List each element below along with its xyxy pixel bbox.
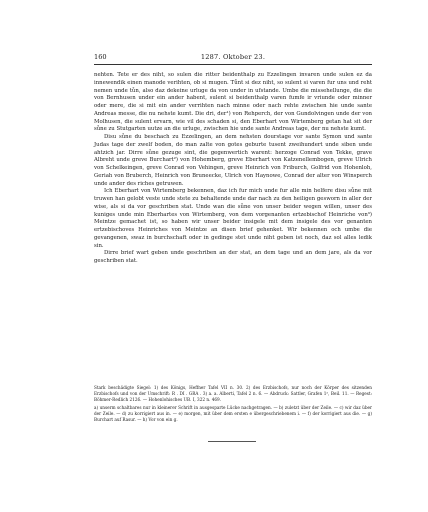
running-title: 1287. Oktober 23. xyxy=(200,53,266,61)
seal-note: Stark beschädigte Siegel: 1) des Königs, Heffner Tafel VII n. 30. 2) des Erzbischofs, nur noch der Körper des sitzenden Erzbischofs und von der Umschrift: R . DI . GRA . 3) a. a. Alberti, Tafel 2 n. 6. — Abdruck: Sattler, Grafen 1², Beil. 11. — Regest: Böhmer-Redlich 2126. — Hohenlohisches UB. I, 322 n. 469. xyxy=(94,385,372,403)
page-header xyxy=(94,52,372,62)
footnotes xyxy=(94,385,372,424)
page-number: 160 xyxy=(94,53,107,61)
variant-notes: a) unserm schaltbares nur in kleinerer Schrift in ausgesparte Lücke nachgetragen. — b) zuletzt über der Zeile. — c) wir daz über der Zeile. — d) zu korrigiert aus in. — e) morgen, mit über dem ersten e übergeschriebenem i. — f) der korrigiert aus die. — g) Burchart auf Rasur. — h) Vor von ein g. xyxy=(94,404,372,423)
footer-divider xyxy=(208,441,256,442)
paragraph: Dirre brief wart geben unde geschriben an der stat, an dem tage und an dem jare, als da vor geschriben stat. xyxy=(94,250,372,264)
paragraph: Disu sůne du beschach zu Ezzelingen, an dem nehsten dourstage vor sante Symon und sante Judas tage der zwelf boden, do man zalte von gotes geburte tusent zweihundert unde siben unde ahtzich jar. Dirre sůne gezuge sint, die gegenwertich warent: herzoge Conrad von Tekke, grave Albreht unde greve Burchart²) von Hohemberg, greve Eberhart von Katzenellembogen, greve Ulrich von Schelkeingen, greve Conrad von Vehingen, greve Heinrich von Friburch, Golfrid von Hohenloh, Geriah von Bruberch, Heinrich von Bruneecke, Ulrich von Haynowe, Conrad der alter von Winsperch unde ander des riches getruwen. xyxy=(94,134,372,187)
paragraph: Ich Eberhart von Wirtemberg bekennen, daz ich fur mich unde fur alle min helfere disu sůne mit truwen han gelobt veste unde stete zu behaltende unde dar nach zu den heiligen gesworn in aller der wise, als si da vor geschriben stat. Unde wan die sůne von unser beider wegen willen, unser des kuniges unde min Eberhartes von Wirtemberg, von dem vorgenanten ertzebischof Heinriche von³) Meintze gemachet ist, so haben wir unser beider insigele mit dem insigele des vor genanten ertzebischoves Heinriches von Meintze an disen brief gehenket. Wir bekennen och umbe die gevangenen, swaz in burchschaft oder in gedinge stet unde niht geben ist noch, daz sol alles ledik sin. xyxy=(94,188,372,249)
paragraph: nehten. Tete er des niht, so sulen die ritter beidenthalp zu Ezzelingen invaren unde sulen ez da innewendik einen manode verihten, ob si mugen. Tůnt si dez niht, so sulent si varen fur uns und reht nemen unde tůn, also daz dekeine urluge da von under in ufstande. Umbe die missehellunge, die die von Bernhusen under ein ander habent, sulent si beidenthalp varen fumfe ir vriunde oder minner oder mere, die si mit ein ander verrihten nach minne oder nach rehte zwischen hie unde sante Andreas messe, die nu nehste kumt. Die dri, der¹) von Rehperch, der von Gundolvingen unde der von Molhusen, die sulent ervarn, wie vil des schaden si, den Eberhart von Wirtemberg getan hat sit der sůne zu Stutgarten uutze an die urluge, zwischen hie unde sante Andreas tage, der nu nehste kumt. xyxy=(94,72,372,133)
header-divider xyxy=(94,64,372,65)
document-body xyxy=(94,72,372,266)
